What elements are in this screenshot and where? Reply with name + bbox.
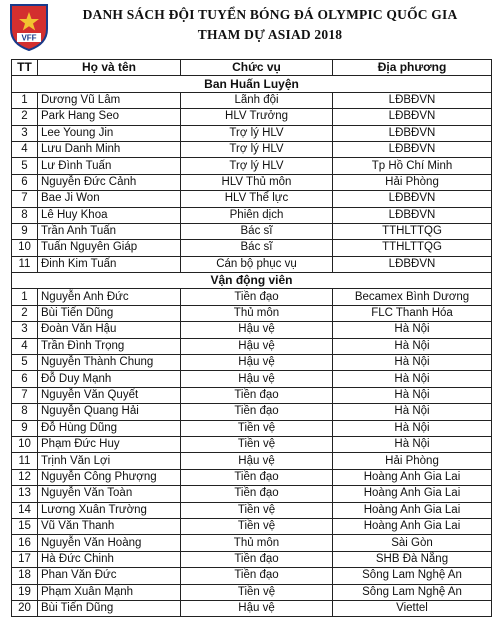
row-number: 12 (12, 469, 38, 485)
table-row (12, 338, 492, 354)
member-name: Đoàn Văn Hậu (38, 322, 181, 338)
row-number: 1 (12, 92, 38, 108)
member-role: Tiền đạo (181, 486, 333, 502)
member-location: LĐBĐVN (333, 125, 492, 141)
table-row (12, 387, 492, 403)
table-row (12, 535, 492, 551)
table-row (12, 420, 492, 436)
table-row (12, 371, 492, 387)
member-role: Cán bộ phục vụ (181, 256, 333, 272)
row-number: 3 (12, 125, 38, 141)
member-role: HLV Thủ môn (181, 174, 333, 190)
table-row (12, 355, 492, 371)
table-row (12, 158, 492, 174)
member-name: Phạm Xuân Mạnh (38, 584, 181, 600)
member-name: Trần Anh Tuấn (38, 223, 181, 239)
member-name: Dương Vũ Lâm (38, 92, 181, 108)
table-body (12, 76, 492, 617)
member-location: Hà Nội (333, 387, 492, 403)
table-row (12, 551, 492, 567)
section-label: Vận động viên (12, 273, 492, 289)
member-location: Hà Nội (333, 322, 492, 338)
table-row (12, 92, 492, 108)
member-role: Hậu vệ (181, 371, 333, 387)
row-number: 17 (12, 551, 38, 567)
member-name: Lương Xuân Trường (38, 502, 181, 518)
member-location: Hà Nội (333, 404, 492, 420)
member-role: Tiền đạo (181, 289, 333, 305)
member-name: Bùi Tiến Dũng (38, 600, 181, 616)
member-name: Đỗ Duy Mạnh (38, 371, 181, 387)
row-number: 19 (12, 584, 38, 600)
column-header-name: Họ và tên (38, 60, 181, 76)
member-role: Thủ môn (181, 535, 333, 551)
member-name: Nguyễn Anh Đức (38, 289, 181, 305)
member-location: Sông Lam Nghệ An (333, 568, 492, 584)
member-role: Tiền đạo (181, 551, 333, 567)
document-header (0, 0, 500, 56)
member-location: SHB Đà Nẵng (333, 551, 492, 567)
member-location: LĐBĐVN (333, 141, 492, 157)
member-location: Hà Nội (333, 420, 492, 436)
table-row (12, 469, 492, 485)
member-role: Hậu vệ (181, 338, 333, 354)
row-number: 5 (12, 355, 38, 371)
table-row (12, 502, 492, 518)
row-number: 4 (12, 338, 38, 354)
member-location: Hoàng Anh Gia Lai (333, 469, 492, 485)
member-role: Phiên dịch (181, 207, 333, 223)
document-title: DANH SÁCH ĐỘI TUYỂN BÓNG ĐÁ OLYMPIC QUỐC GIA (82, 7, 458, 22)
member-location: LĐBĐVN (333, 207, 492, 223)
member-name: Trịnh Văn Lợi (38, 453, 181, 469)
member-role: Tiền đạo (181, 568, 333, 584)
logo-text: VFF (21, 33, 37, 43)
column-header-role: Chức vụ (181, 60, 333, 76)
member-name: Lee Young Jin (38, 125, 181, 141)
member-name: Phan Văn Đức (38, 568, 181, 584)
member-location: LĐBĐVN (333, 109, 492, 125)
member-location: Sông Lam Nghệ An (333, 584, 492, 600)
row-number: 3 (12, 322, 38, 338)
table-row (12, 191, 492, 207)
member-location: Hà Nội (333, 436, 492, 452)
member-location: Hoàng Anh Gia Lai (333, 502, 492, 518)
member-name: Nguyễn Đức Cảnh (38, 174, 181, 190)
member-role: Hậu vệ (181, 600, 333, 616)
member-location: Becamex Bình Dương (333, 289, 492, 305)
table-row (12, 289, 492, 305)
vff-logo-icon (8, 2, 50, 52)
row-number: 10 (12, 240, 38, 256)
row-number: 2 (12, 305, 38, 321)
table-row (12, 256, 492, 272)
row-number: 6 (12, 371, 38, 387)
row-number: 10 (12, 436, 38, 452)
table-row (12, 322, 492, 338)
table-row (12, 518, 492, 534)
row-number: 2 (12, 109, 38, 125)
member-name: Hà Đức Chinh (38, 551, 181, 567)
member-role: Tiền đạo (181, 469, 333, 485)
row-number: 4 (12, 141, 38, 157)
member-role: Hậu vệ (181, 355, 333, 371)
table-row (12, 584, 492, 600)
member-name: Vũ Văn Thanh (38, 518, 181, 534)
row-number: 18 (12, 568, 38, 584)
member-name: Phạm Đức Huy (38, 436, 181, 452)
member-role: Bác sĩ (181, 223, 333, 239)
member-role: Trợ lý HLV (181, 125, 333, 141)
table-row (12, 453, 492, 469)
member-location: Viettel (333, 600, 492, 616)
member-role: Trợ lý HLV (181, 141, 333, 157)
section-row-staff (12, 76, 492, 92)
table-row (12, 109, 492, 125)
member-name: Lư Đình Tuấn (38, 158, 181, 174)
row-number: 9 (12, 223, 38, 239)
member-name: Bùi Tiến Dũng (38, 305, 181, 321)
member-location: LĐBĐVN (333, 191, 492, 207)
section-row-players (12, 273, 492, 289)
member-location: Hải Phòng (333, 453, 492, 469)
member-name: Nguyễn Văn Hoàng (38, 535, 181, 551)
row-number: 8 (12, 404, 38, 420)
row-number: 7 (12, 191, 38, 207)
member-location: Hà Nội (333, 355, 492, 371)
table-row (12, 240, 492, 256)
member-location: LĐBĐVN (333, 92, 492, 108)
member-role: Tiền vệ (181, 436, 333, 452)
member-role: Hậu vệ (181, 453, 333, 469)
row-number: 11 (12, 453, 38, 469)
table-row (12, 568, 492, 584)
member-name: Trần Đình Trọng (38, 338, 181, 354)
member-name: Park Hang Seo (38, 109, 181, 125)
row-number: 20 (12, 600, 38, 616)
table-row (12, 223, 492, 239)
member-location: LĐBĐVN (333, 256, 492, 272)
table-row (12, 486, 492, 502)
column-header-location: Địa phương (333, 60, 492, 76)
row-number: 11 (12, 256, 38, 272)
member-name: Đỗ Hùng Dũng (38, 420, 181, 436)
member-role: HLV Trưởng (181, 109, 333, 125)
member-location: Tp Hồ Chí Minh (333, 158, 492, 174)
member-name: Đinh Kim Tuấn (38, 256, 181, 272)
member-role: Hậu vệ (181, 322, 333, 338)
table-row (12, 174, 492, 190)
document-subtitle: THAM DỰ ASIAD 2018 (197, 27, 343, 42)
row-number: 16 (12, 535, 38, 551)
member-name: Nguyễn Quang Hải (38, 404, 181, 420)
table-row (12, 600, 492, 616)
member-location: TTHLTTQG (333, 240, 492, 256)
member-name: Nguyễn Văn Quyết (38, 387, 181, 403)
table-row (12, 125, 492, 141)
table-header-row (12, 60, 492, 76)
member-role: Tiền vệ (181, 502, 333, 518)
row-number: 14 (12, 502, 38, 518)
row-number: 6 (12, 174, 38, 190)
row-number: 15 (12, 518, 38, 534)
row-number: 13 (12, 486, 38, 502)
member-name: Nguyễn Công Phượng (38, 469, 181, 485)
member-role: Tiền đạo (181, 387, 333, 403)
member-role: Tiền đạo (181, 404, 333, 420)
table-row (12, 305, 492, 321)
member-location: Hà Nội (333, 338, 492, 354)
table-row (12, 141, 492, 157)
member-location: Hà Nội (333, 371, 492, 387)
row-number: 9 (12, 420, 38, 436)
member-role: Tiền vệ (181, 518, 333, 534)
member-location: TTHLTTQG (333, 223, 492, 239)
member-role: Thủ môn (181, 305, 333, 321)
member-location: Sài Gòn (333, 535, 492, 551)
member-name: Nguyễn Thành Chung (38, 355, 181, 371)
member-role: HLV Thể lực (181, 191, 333, 207)
table-row (12, 207, 492, 223)
row-number: 1 (12, 289, 38, 305)
member-name: Bae Ji Won (38, 191, 181, 207)
member-name: Lê Huy Khoa (38, 207, 181, 223)
member-location: FLC Thanh Hóa (333, 305, 492, 321)
row-number: 5 (12, 158, 38, 174)
member-name: Lưu Danh Minh (38, 141, 181, 157)
table-row (12, 404, 492, 420)
section-label: Ban Huấn Luyện (12, 76, 492, 92)
member-location: Hoàng Anh Gia Lai (333, 518, 492, 534)
roster-table (11, 59, 492, 617)
table-row (12, 436, 492, 452)
row-number: 7 (12, 387, 38, 403)
column-header-tt: TT (12, 60, 38, 76)
member-role: Lãnh đội (181, 92, 333, 108)
member-role: Trợ lý HLV (181, 158, 333, 174)
member-location: Hải Phòng (333, 174, 492, 190)
member-role: Bác sĩ (181, 240, 333, 256)
row-number: 8 (12, 207, 38, 223)
member-role: Tiền vệ (181, 584, 333, 600)
member-role: Tiền vệ (181, 420, 333, 436)
member-name: Nguyễn Văn Toàn (38, 486, 181, 502)
member-name: Tuấn Nguyên Giáp (38, 240, 181, 256)
member-location: Hoàng Anh Gia Lai (333, 486, 492, 502)
